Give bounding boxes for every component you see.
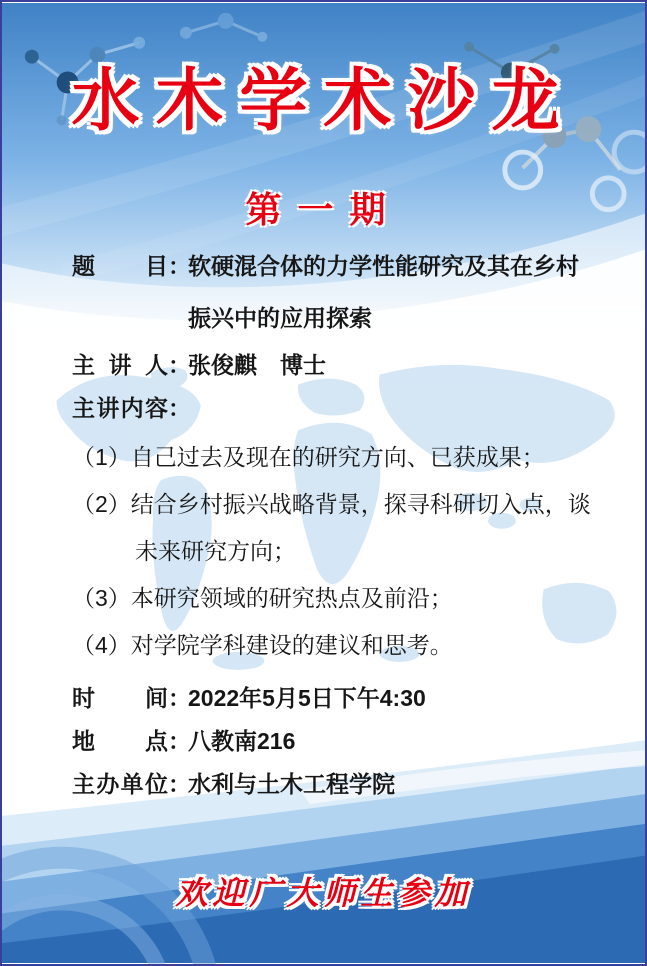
content-list [72, 434, 592, 669]
content-header-row [72, 387, 592, 430]
list-item: （4）对学院学科建设的建议和思考。 [72, 632, 453, 658]
speaker-label: 主讲人 [72, 352, 168, 378]
place-row [72, 720, 592, 763]
poster-title: 水木学术沙龙 [71, 63, 576, 139]
content-label: 主讲内容 [72, 395, 168, 421]
organizer-row [72, 763, 592, 806]
colon: ： [168, 253, 191, 279]
speaker-value: 张俊麒 博士 [188, 352, 326, 378]
topic-label: 题目 [72, 253, 168, 279]
content-block [72, 240, 592, 806]
time-value: 2022年5月5日下午4:30 [188, 685, 426, 711]
organizer-value: 水利与土木工程学院 [188, 771, 395, 797]
colon: ： [168, 728, 191, 754]
list-item: （2）结合乡村振兴战略背景，探寻科研切入点，谈未来研究方向； [72, 491, 591, 564]
speaker-row [72, 344, 592, 387]
organizer-label: 主办单位 [72, 771, 168, 797]
place-label: 地点 [72, 728, 168, 754]
colon: ： [168, 771, 191, 797]
colon: ： [168, 685, 191, 711]
footer-welcome: 欢迎广大师生参加 [175, 875, 472, 911]
list-item: （1）自己过去及现在的研究方向、已获成果； [72, 444, 545, 470]
colon: ： [168, 395, 191, 421]
colon: ： [168, 352, 191, 378]
time-row [72, 677, 592, 720]
issue-label: 第一期 [245, 189, 402, 230]
place-value: 八教南216 [188, 728, 296, 754]
topic-row [72, 240, 592, 344]
topic-value: 软硬混合体的力学性能研究及其在乡村振兴中的应用探索 [188, 253, 579, 331]
time-label: 时间 [72, 685, 168, 711]
meta-block [72, 677, 592, 806]
list-item: （3）本研究领域的研究热点及前沿； [72, 585, 453, 611]
